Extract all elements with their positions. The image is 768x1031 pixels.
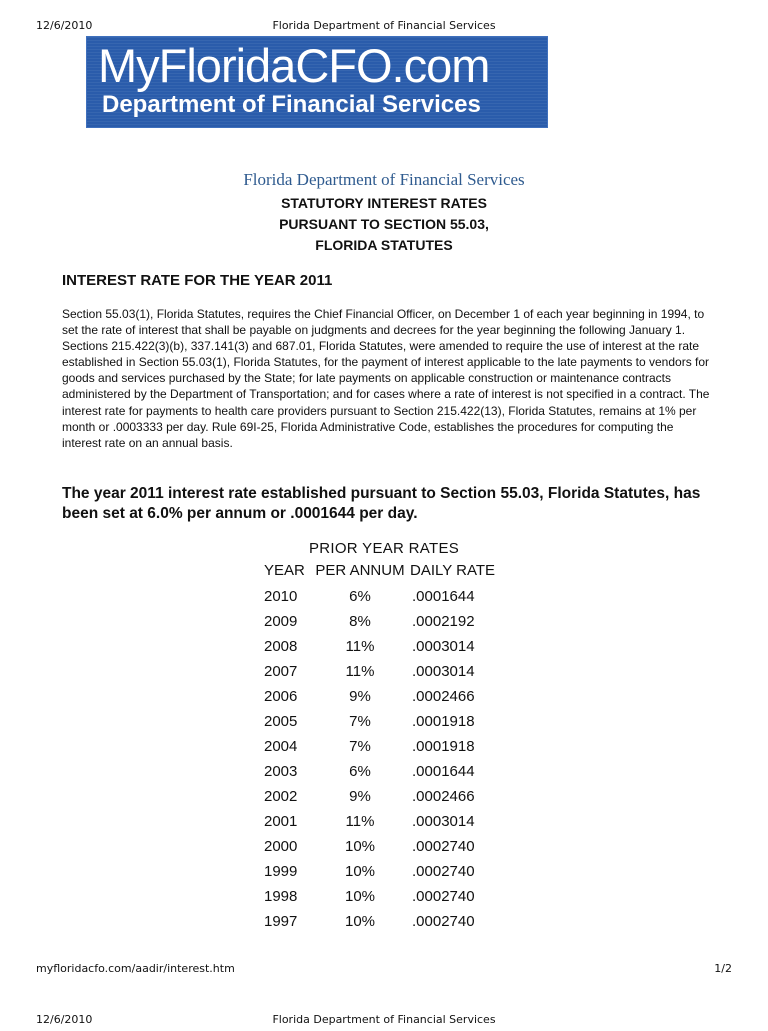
table-row <box>262 663 522 688</box>
daily-rate-cell: .0003014 <box>412 638 475 655</box>
per-annum-cell: 10% <box>344 863 376 880</box>
year-cell: 2003 <box>264 763 298 780</box>
daily-rate-cell: .0002740 <box>412 888 475 905</box>
per-annum-cell: 9% <box>349 688 371 705</box>
print-date: 12/6/2010 <box>36 1013 93 1026</box>
daily-rate-cell: .0001918 <box>412 713 475 730</box>
table-row <box>262 813 522 838</box>
print-date: 12/6/2010 <box>36 19 93 32</box>
statutory-title-line-3: FLORIDA STATUTES <box>315 237 453 253</box>
year-cell: 2007 <box>264 663 298 680</box>
daily-rate-cell: .0001644 <box>412 588 475 605</box>
print-footer <box>0 962 768 980</box>
per-annum-cell: 10% <box>344 838 376 855</box>
year-cell: 2010 <box>264 588 298 605</box>
year-cell: 2005 <box>264 713 298 730</box>
body-paragraph: Section 55.03(1), Florida Statutes, requires the Chief Financial Officer, on December 1 of each year beginning in 1994, to set the rate of interest that shall be payable on judgments and decrees for the year beginning the following January 1. Sections 215.422(3)(b), 337.141(3) and 687.01, Florida Statutes, were amended to require the use of interest at the rate established in Section 55.03(1), Florida Statutes, for the payment of interest applicable to the late payments to vendors for goods and services purchased by the State; for late payments on applicable construction or maintenance contracts administered by the Department of Transportation; and for cases where a rate of interest is not specified in a contract. The interest rate for payments to health care providers pursuant to Section 215.422(13), Florida Statutes, remains at 1% per month or .0003333 per day. Rule 69I-25, Florida Administrative Code, establishes the procedures for computing the interest rate on an annual basis. <box>62 307 710 450</box>
per-annum-cell: 9% <box>349 788 371 805</box>
per-annum-cell: 11% <box>345 663 375 680</box>
section-heading: INTEREST RATE FOR THE YEAR 2011 <box>62 272 333 289</box>
site-logo-banner[interactable] <box>86 36 548 128</box>
per-annum-cell: 7% <box>349 738 371 755</box>
daily-rate-cell: .0002740 <box>412 838 475 855</box>
table-row <box>262 863 522 888</box>
year-cell: 2000 <box>264 838 298 855</box>
year-cell: 2009 <box>264 613 298 630</box>
table-row <box>262 738 522 763</box>
year-cell: 2004 <box>264 738 298 755</box>
daily-rate-cell: .0001644 <box>412 763 475 780</box>
column-header-per-annum: PER ANNUM <box>315 562 405 579</box>
page-url: myfloridacfo.com/aadir/interest.htm <box>36 962 235 975</box>
statutory-title-line-2: PURSUANT TO SECTION 55.03, <box>279 216 489 232</box>
year-cell: 1999 <box>264 863 298 880</box>
print-title: Florida Department of Financial Services <box>272 19 496 32</box>
statutory-title-line-1: STATUTORY INTEREST RATES <box>281 195 487 211</box>
per-annum-cell: 6% <box>349 588 371 605</box>
per-annum-cell: 6% <box>349 763 371 780</box>
table-row <box>262 613 522 638</box>
table-row <box>262 713 522 738</box>
daily-rate-cell: .0003014 <box>412 663 475 680</box>
per-annum-cell: 11% <box>345 813 375 830</box>
daily-rate-cell: .0003014 <box>412 813 475 830</box>
logo-subtitle: Department of Financial Services <box>102 91 481 118</box>
year-cell: 2006 <box>264 688 298 705</box>
print-header <box>0 19 768 37</box>
rate-announcement: The year 2011 interest rate established pursuant to Section 55.03, Florida Statutes, has been set at 6.0% per annum or .0001644 per day. <box>62 485 701 522</box>
table-row <box>262 688 522 713</box>
prior-year-rates-title: PRIOR YEAR RATES <box>308 540 460 557</box>
year-cell: 2001 <box>264 813 298 830</box>
column-header-daily-rate: DAILY RATE <box>410 562 496 579</box>
daily-rate-cell: .0002192 <box>412 613 475 630</box>
year-cell: 2008 <box>264 638 298 655</box>
print-title: Florida Department of Financial Services <box>272 1013 496 1026</box>
department-title: Florida Department of Financial Services <box>243 170 525 189</box>
prior-year-rates-table <box>262 562 522 938</box>
year-cell: 2002 <box>264 788 298 805</box>
daily-rate-cell: .0002466 <box>412 788 475 805</box>
year-cell: 1997 <box>264 913 298 930</box>
table-row <box>262 588 522 613</box>
per-annum-cell: 7% <box>349 713 371 730</box>
page-number: 1/2 <box>714 962 732 975</box>
year-cell: 1998 <box>264 888 298 905</box>
table-row <box>262 788 522 813</box>
table-row <box>262 638 522 663</box>
daily-rate-cell: .0002466 <box>412 688 475 705</box>
table-header-row <box>262 562 522 588</box>
table-row <box>262 888 522 913</box>
per-annum-cell: 10% <box>344 888 376 905</box>
per-annum-cell: 10% <box>344 913 376 930</box>
table-row <box>262 913 522 938</box>
per-annum-cell: 11% <box>345 638 375 655</box>
logo-site-name: MyFloridaCFO.com <box>98 39 490 92</box>
per-annum-cell: 8% <box>349 613 371 630</box>
daily-rate-cell: .0002740 <box>412 863 475 880</box>
print-header-next-page <box>0 1013 768 1031</box>
table-row <box>262 763 522 788</box>
column-header-year: YEAR <box>264 562 305 579</box>
daily-rate-cell: .0002740 <box>412 913 475 930</box>
daily-rate-cell: .0001918 <box>412 738 475 755</box>
table-row <box>262 838 522 863</box>
